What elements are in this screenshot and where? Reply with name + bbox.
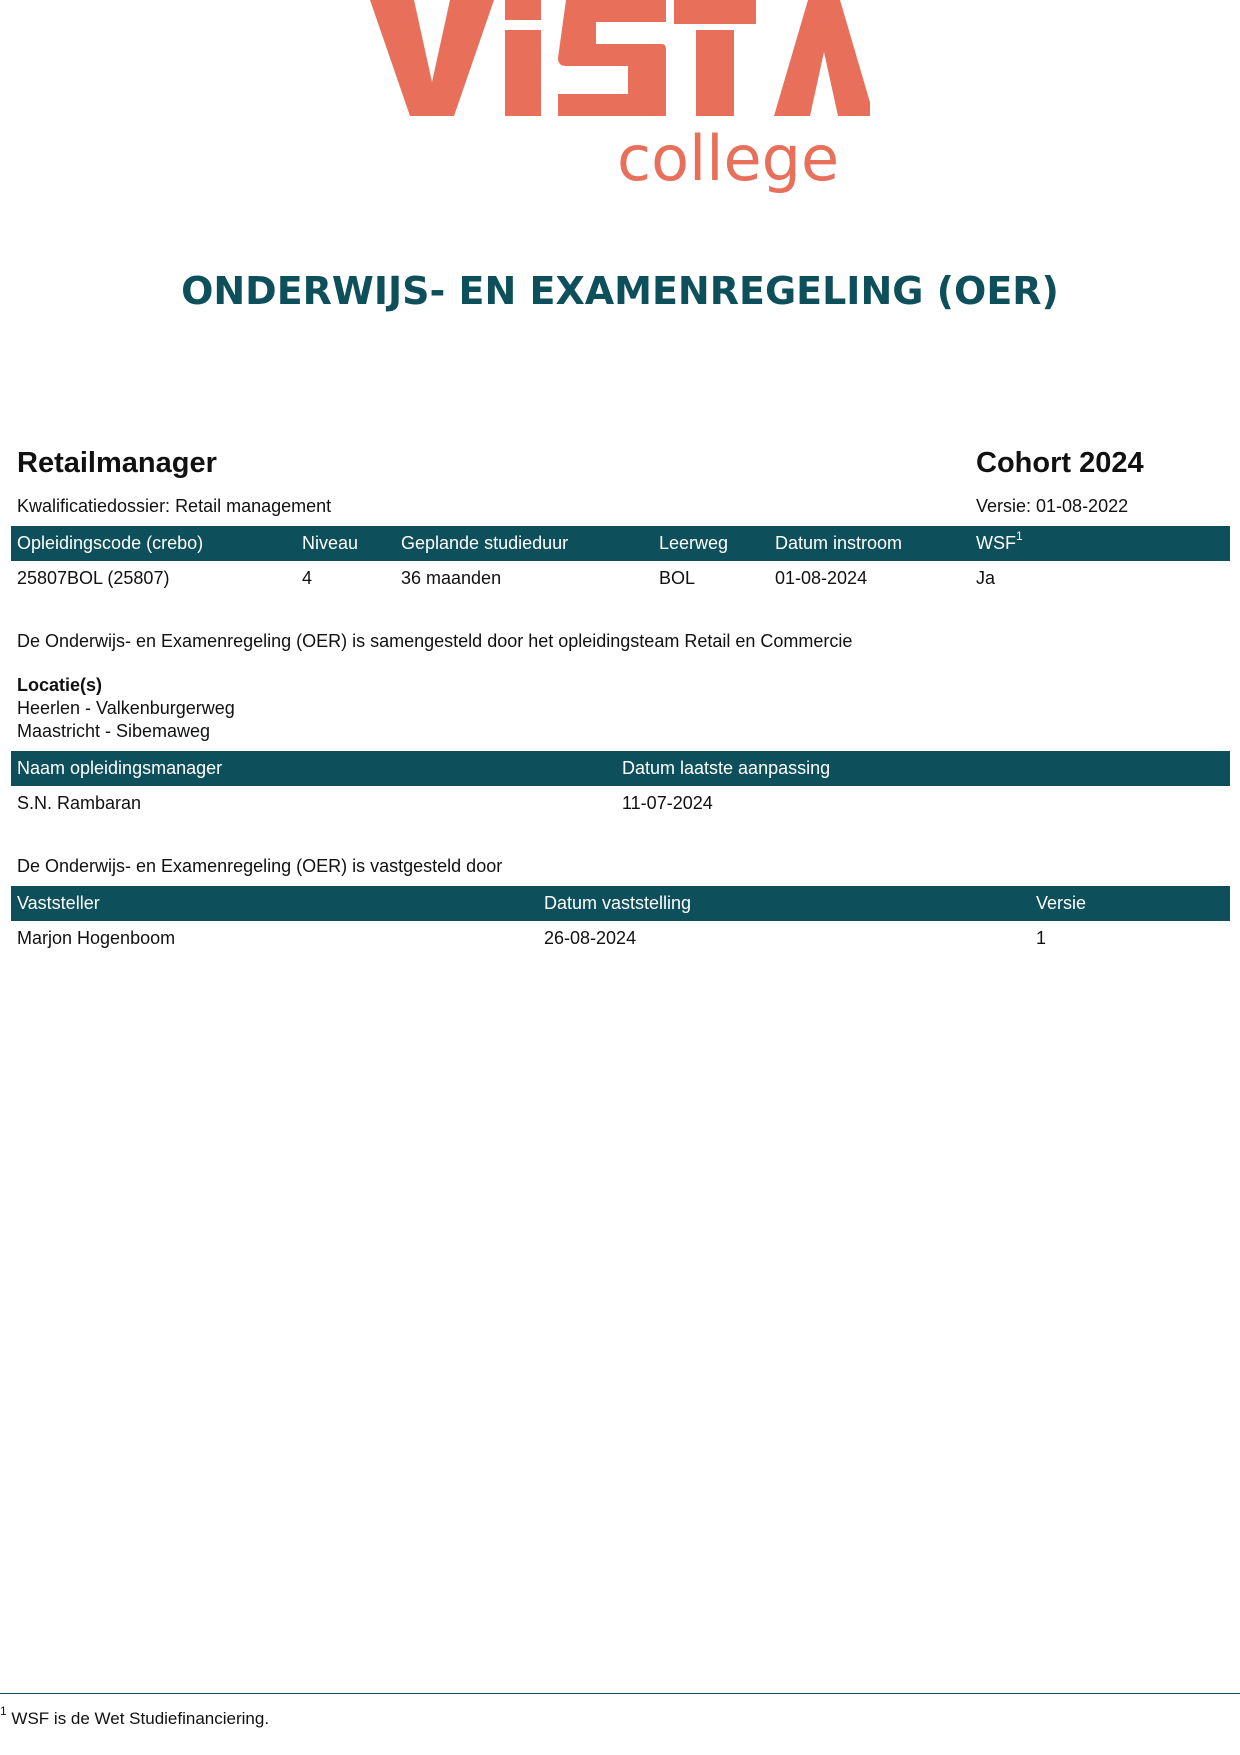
- header-manager-name: Naam opleidingsmanager: [17, 758, 223, 778]
- table-header-row: [11, 886, 1230, 921]
- header-vaststeller: Vaststeller: [17, 893, 100, 913]
- cell-datum-vaststelling: 26-08-2024: [544, 928, 637, 948]
- program-name: Retailmanager: [17, 447, 217, 479]
- logo-i-dot: [505, 0, 541, 20]
- cell-vaststeller: Marjon Hogenboom: [17, 928, 176, 948]
- cell-niveau: 4: [302, 568, 313, 588]
- cohort-label: Cohort 2024: [976, 447, 1144, 479]
- manager-table: [11, 751, 1230, 821]
- header-last-modified: Datum laatste aanpassing: [622, 758, 831, 778]
- logo-graphic: [370, 0, 870, 205]
- header-wsf-label: WSF: [976, 533, 1016, 553]
- table-header-row: [11, 751, 1230, 786]
- document-title: ONDERWIJS- EN EXAMENREGELING (OER): [181, 269, 1059, 313]
- footnote-text: WSF is de Wet Studiefinanciering.: [11, 1709, 270, 1728]
- version-label: Versie: 01-08-2022: [976, 496, 1129, 516]
- cell-datum-instroom: 01-08-2024: [775, 568, 868, 588]
- cell-manager-name: S.N. Rambaran: [17, 793, 142, 813]
- cell-leerweg: BOL: [659, 568, 696, 588]
- logo-letter-i: [505, 30, 541, 116]
- logo-letter-v: [370, 0, 494, 116]
- location-item: Maastricht - Sibemaweg: [17, 721, 211, 741]
- cell-crebo: 25807BOL (25807): [17, 568, 170, 588]
- logo-letter-a: [774, 0, 870, 116]
- header-studieduur: Geplande studieduur: [401, 533, 569, 553]
- cell-versie: 1: [1036, 928, 1047, 948]
- logo-letter-s: [558, 0, 666, 116]
- location-item: Heerlen - Valkenburgerweg: [17, 698, 235, 718]
- vista-college-logo: [370, 0, 870, 205]
- header-wsf: [976, 526, 1023, 561]
- qualification-dossier: Kwalificatiedossier: Retail management: [17, 496, 332, 516]
- approval-statement: De Onderwijs- en Examenregeling (OER) is vastgesteld door: [17, 856, 503, 876]
- locations-heading: Locatie(s): [17, 675, 103, 695]
- footnote-reference[interactable]: 1: [1016, 529, 1023, 543]
- cell-wsf: Ja: [976, 568, 996, 588]
- table-row: [11, 561, 1230, 596]
- table-header-row: [11, 526, 1230, 561]
- logo-letter-t-bar: [674, 0, 756, 24]
- header-datum-vaststelling: Datum vaststelling: [544, 893, 692, 913]
- footnote: [0, 1704, 270, 1730]
- cell-last-modified: 11-07-2024: [622, 793, 713, 813]
- approval-table: [11, 886, 1230, 956]
- table-row: [11, 921, 1230, 956]
- program-details-table: [11, 526, 1230, 596]
- footnote-mark: 1: [0, 1704, 7, 1719]
- header-datum-instroom: Datum instroom: [775, 533, 903, 553]
- logo-subtitle: college: [617, 122, 840, 195]
- locations-block: [17, 674, 235, 743]
- team-statement: De Onderwijs- en Examenregeling (OER) is samengesteld door het opleidingsteam Retail en Commercie: [17, 631, 853, 651]
- header-crebo: Opleidingscode (crebo): [17, 533, 204, 553]
- cell-studieduur: 36 maanden: [401, 568, 502, 588]
- logo-letter-t-stem: [696, 30, 734, 116]
- table-row: [11, 786, 1230, 821]
- footnote-divider: [0, 1693, 1240, 1694]
- header-versie: Versie: [1036, 893, 1087, 913]
- header-niveau: Niveau: [302, 533, 359, 553]
- header-leerweg: Leerweg: [659, 533, 729, 553]
